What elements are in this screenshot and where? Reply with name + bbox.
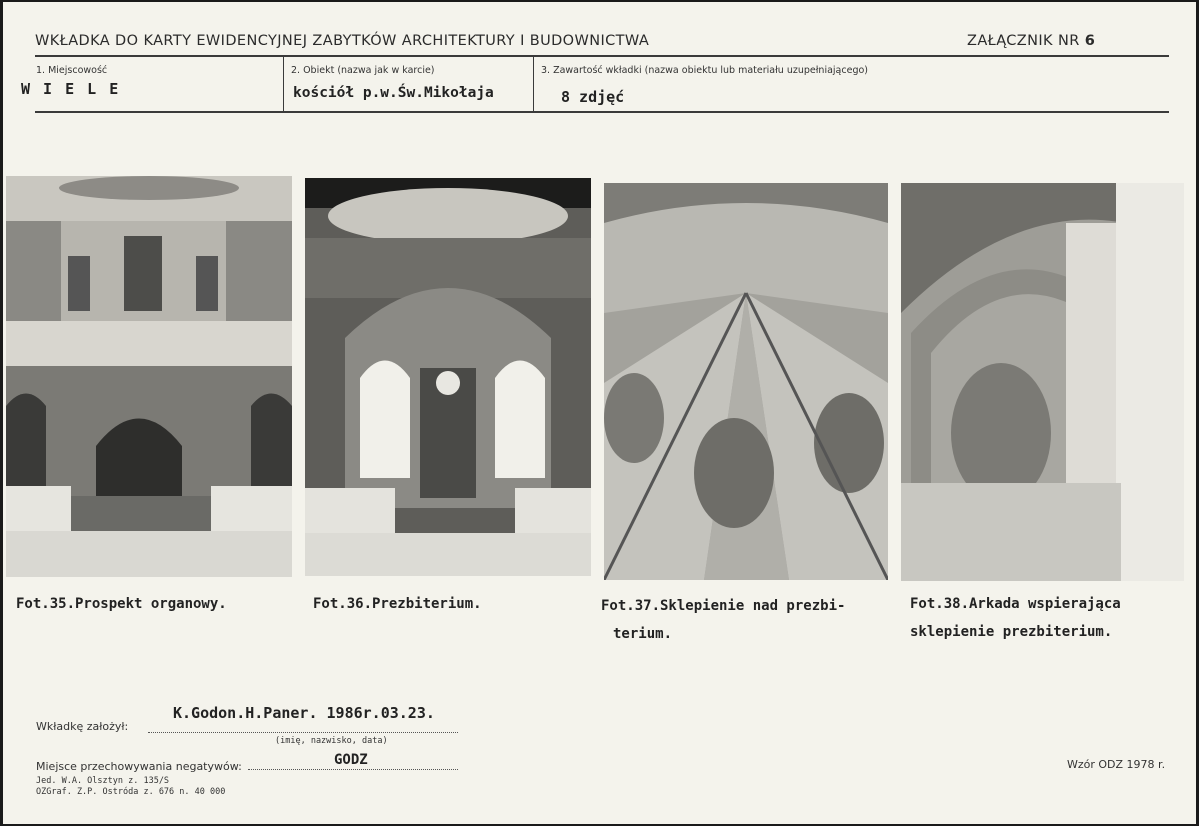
object-label: 2. Obiekt (nazwa jak w karcie) <box>291 65 435 76</box>
photo-38-caption-line1: Fot.38.Arkada wspierająca <box>910 596 1121 612</box>
field-divider-1 <box>283 57 284 111</box>
annex-text: ZAŁĄCZNIK NR <box>967 33 1080 49</box>
contents-value: 8 zdjęć <box>561 88 625 106</box>
photo-organ-loft <box>6 176 292 577</box>
field-divider-2 <box>533 57 534 111</box>
founder-label: Wkładkę założył: <box>36 720 129 733</box>
contents-label: 3. Zawartość wkładki (nazwa obiektu lub materiału uzupełniającego) <box>541 65 868 76</box>
photo-37-caption-line1: Fot.37.Sklepienie nad prezbi- <box>601 598 846 614</box>
photo-vault <box>604 183 888 580</box>
document-sheet <box>3 2 1196 824</box>
print-info-line2: OZGraf. Z.P. Ostróda z. 676 n. 40 000 <box>36 787 226 797</box>
photo-35-caption: Fot.35.Prospekt organowy. <box>16 596 227 612</box>
photo-36-caption: Fot.36.Prezbiterium. <box>313 596 482 612</box>
founder-dotline <box>148 732 458 733</box>
photo-presbytery <box>305 178 591 576</box>
storage-dotline <box>248 769 458 770</box>
photo-37-caption-line2: terium. <box>613 626 673 642</box>
document-title: WKŁADKA DO KARTY EWIDENCYJNEJ ZABYTKÓW ARCHITEKTURY I BUDOWNICTWA <box>35 33 650 49</box>
storage-value: GODZ <box>334 752 368 768</box>
annex-label <box>967 33 1095 49</box>
founder-value: K.Godon.H.Paner. 1986r.03.23. <box>173 704 435 722</box>
photo-38-caption-line2: sklepienie prezbiterium. <box>910 624 1113 640</box>
photo-arcade <box>901 183 1184 581</box>
annex-number: 6 <box>1084 33 1096 49</box>
header-rule-top <box>35 55 1169 57</box>
founder-hint: (imię, nazwisko, data) <box>275 736 388 746</box>
object-value: kościół p.w.Św.Mikołaja <box>293 85 494 101</box>
form-pattern: Wzór ODZ 1978 r. <box>1067 758 1166 771</box>
locality-label: 1. Miejscowość <box>36 65 108 76</box>
locality-value: W I E L E <box>21 80 121 98</box>
header-rule-bottom <box>35 111 1169 113</box>
print-info-line1: Jed. W.A. Olsztyn z. 135/S <box>36 776 170 786</box>
storage-label: Miejsce przechowywania negatywów: <box>36 760 242 773</box>
